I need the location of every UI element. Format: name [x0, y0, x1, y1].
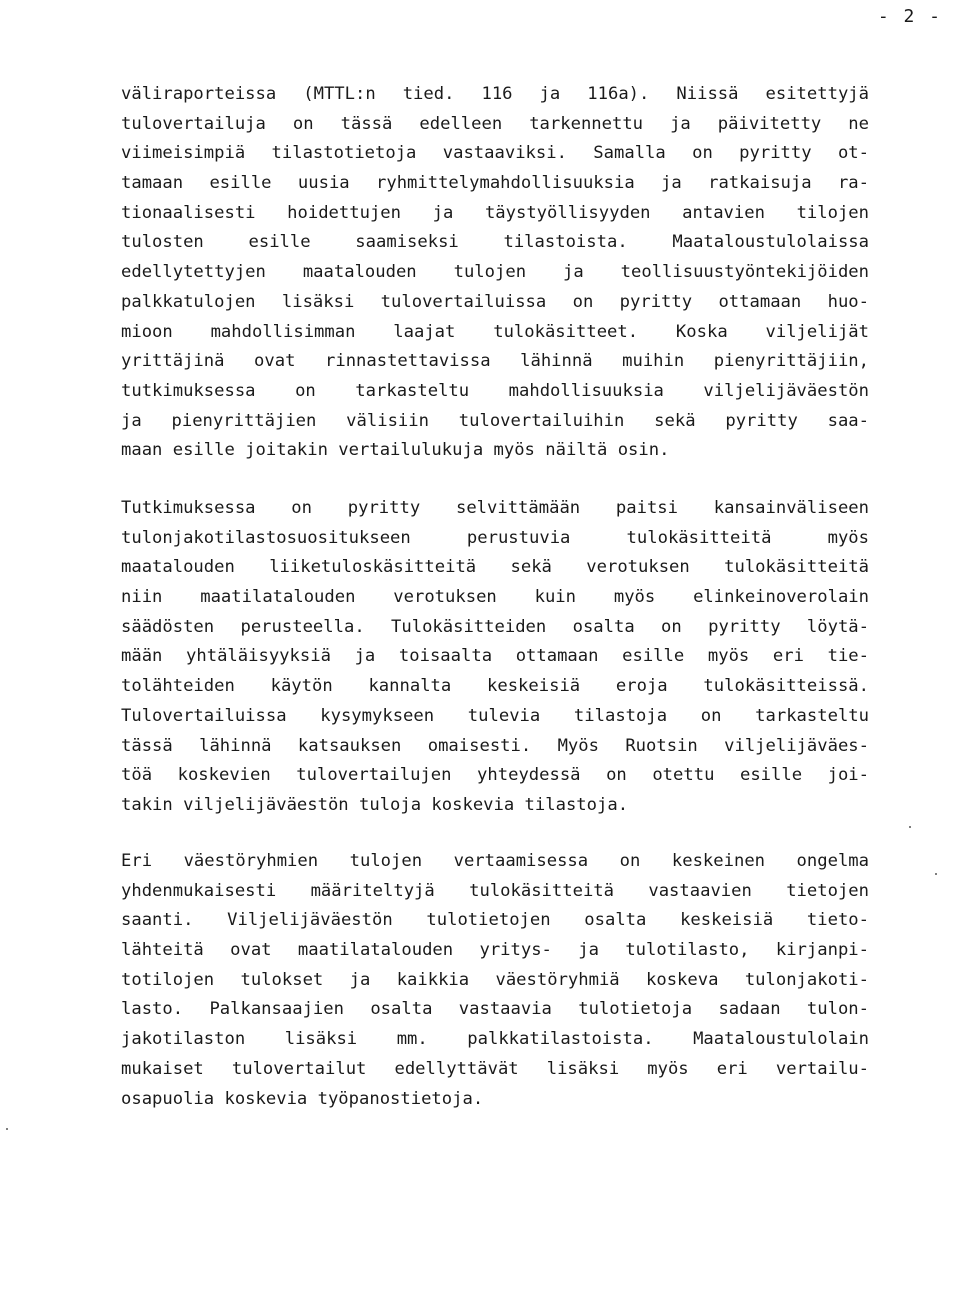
text-line: tässä lähinnä katsauksen omaisesti. Myös Ruotsin viljelijäväes-: [121, 735, 869, 756]
text-line: tionaalisesti hoidettujen ja täystyöllisyyden antavien tilojen: [121, 202, 869, 223]
text-line: viimeisimpiä tilastotietoja vastaaviksi. Samalla on pyritty ot-: [121, 143, 869, 164]
text-line: palkkatulojen lisäksi tulovertailuissa on pyritty ottamaan huo-: [121, 291, 869, 312]
scan-speck: [6, 1128, 8, 1130]
paragraph-1: [121, 80, 869, 466]
text-line: tamaan esille uusia ryhmittelymahdollisuuksia ja ratkaisuja ra-: [121, 173, 869, 194]
page-number: [0, 6, 960, 27]
text-line: edellytettyjen maatalouden tulojen ja teollisuustyöntekijöiden: [121, 262, 869, 283]
text-line: maan esille joitakin vertailulukuja myös näiltä osin.: [121, 440, 670, 461]
text-line: mioon mahdollisimman laajat tulokäsitteet. Koska viljelijät: [121, 321, 869, 342]
text-line: jakotilaston lisäksi mm. palkkatilastoista. Maataloustulolain: [121, 1029, 869, 1050]
text-line: töä koskevien tulovertailujen yhteydessä on otettu esille joi-: [121, 765, 869, 786]
scan-speck: [935, 873, 937, 875]
text-line: Tulovertailuissa kysymykseen tulevia tilastoja on tarkasteltu: [121, 705, 869, 726]
text-line: tolähteiden käytön kannalta keskeisiä eroja tulokäsitteissä.: [121, 676, 869, 697]
text-line: tulovertailuja on tässä edelleen tarkennettu ja päivitetty ne: [121, 113, 869, 134]
text-line: säädösten perusteella. Tulokäsitteiden osalta on pyritty löytä-: [121, 616, 869, 637]
scan-speck: [909, 826, 911, 828]
text-line: niin maatilatalouden verotuksen kuin myös elinkeinoverolain: [121, 587, 869, 608]
text-line: tulonjakotilastosuositukseen perustuvia tulokäsitteitä myös: [121, 527, 869, 548]
text-line: saanti. Viljelijäväestön tulotietojen osalta keskeisiä tieto-: [121, 910, 869, 931]
text-line: takin viljelijäväestön tuloja koskevia tilastoja.: [121, 794, 629, 815]
text-line: maatalouden liiketuloskäsitteitä sekä verotuksen tulokäsitteitä: [121, 557, 869, 578]
text-line: väliraporteissa (MTTL:n tied. 116 ja 116a). Niissä esitettyjä: [121, 84, 869, 104]
text-line: mukaiset tulovertailut edellyttävät lisäksi myös eri vertailu-: [121, 1058, 869, 1079]
text-line: lasto. Palkansaajien osalta vastaavia tulotietoja sadaan tulon-: [121, 999, 869, 1020]
paragraph-3: [121, 847, 869, 1114]
text-line: lähteitä ovat maatilatalouden yritys- ja tulotilasto, kirjanpi-: [121, 940, 869, 961]
text-line: tutkimuksessa on tarkasteltu mahdollisuuksia viljelijäväestön: [121, 380, 869, 401]
text-line: yhdenmukaisesti määriteltyjä tulokäsitteitä vastaavien tietojen: [121, 880, 869, 901]
text-line: yrittäjinä ovat rinnastettavissa lähinnä muihin pienyrittäjiin,: [121, 351, 869, 372]
text-line: osapuolia koskevia työpanostietoja.: [121, 1088, 484, 1109]
text-line: tulosten esille saamiseksi tilastoista. Maataloustulolaissa: [121, 232, 869, 253]
text-line: mään yhtäläisyyksiä ja toisaalta ottamaan esille myös eri tie-: [121, 646, 869, 667]
text-line: ja pienyrittäjien välisiin tulovertailuihin sekä pyritty saa-: [121, 410, 869, 431]
text-line: Eri väestöryhmien tulojen vertaamisessa on keskeinen ongelma: [121, 851, 869, 871]
page-number-label: - 2 -: [877, 6, 942, 27]
text-line: Tutkimuksessa on pyritty selvittämään paitsi kansainväliseen: [121, 498, 869, 518]
text-line: totilojen tulokset ja kaikkia väestöryhmiä koskeva tulonjakoti-: [121, 969, 869, 990]
paragraph-2: [121, 494, 869, 821]
